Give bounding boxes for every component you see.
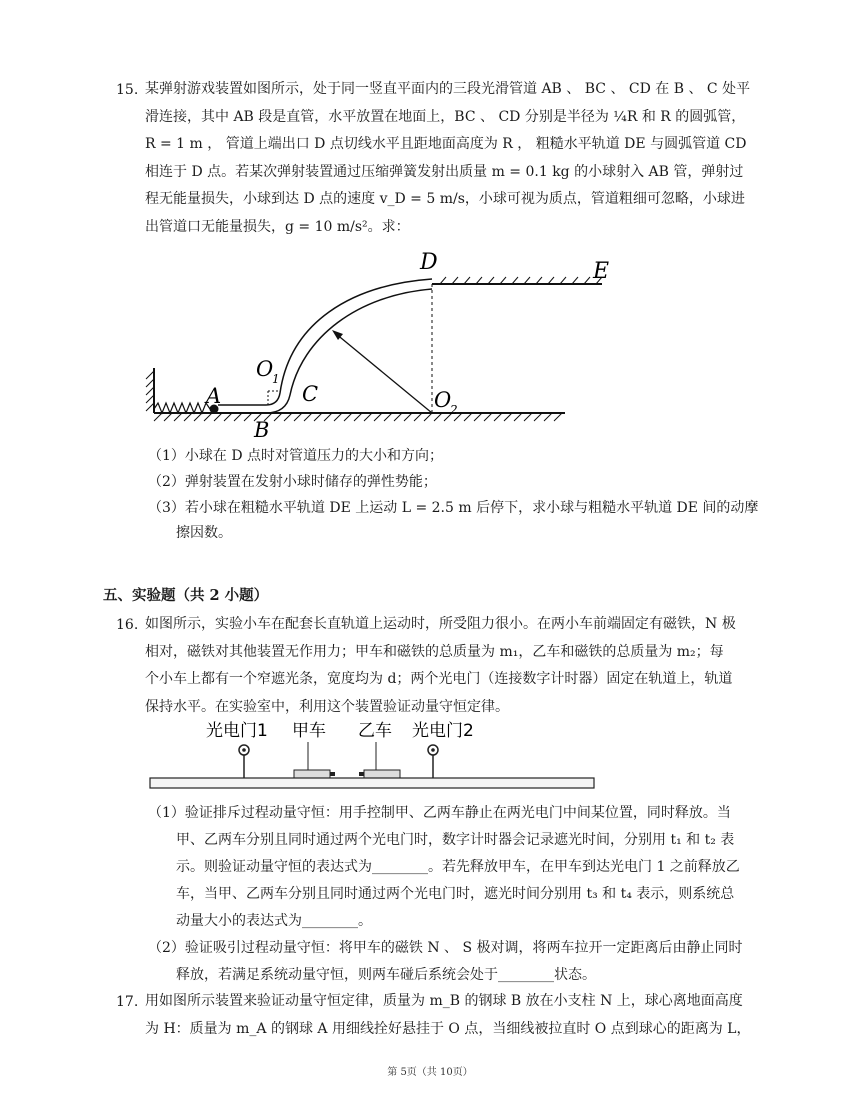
label-b: B	[254, 418, 270, 442]
section-title: 五、实验题（共 2 小题）	[103, 587, 269, 604]
q15-line: 出管道口无能量损失，g = 10 m/s²。求：	[145, 218, 410, 235]
page-footer: 第 5页（共 10页）	[387, 1067, 473, 1078]
label-o1-sub: 1	[272, 372, 280, 386]
track	[150, 778, 594, 788]
q16-sub-2-cont: 释放，若满足系统动量守恒，则两车碰后系统会处于________状态。	[176, 967, 596, 983]
label-car-a: 甲车	[292, 721, 326, 741]
label-d: D	[420, 250, 438, 275]
label-o2-sub: 2	[450, 403, 458, 417]
q17-line: 用如图所示装置来验证动量守恒定律，质量为 m_B 的钢球 B 放在小支柱 N 上，球心离地面高度	[145, 993, 743, 1009]
q15-line: 某弹射游戏装置如图所示，处于同一竖直平面内的三段光滑管道 AB 、 BC 、 CD 在 B 、 C 处平	[145, 81, 751, 97]
q15-line: R = 1 m ， 管道上端出口 D 点切线水平且距地面高度为 R ， 粗糙水平轨道 DE 与圆弧管道 CD	[145, 136, 747, 152]
label-c: C	[302, 382, 319, 406]
car-a	[294, 770, 330, 778]
q15-number: 15.	[116, 82, 139, 98]
spring	[154, 403, 210, 413]
q17-line: 为 H：质量为 m_A 的钢球 A 用细线拴好悬挂于 O 点，当细线被拉直时 O 点到球心的距离为 L，	[145, 1020, 751, 1037]
q16-sub-1-cont: 动量大小的表达式为________。	[176, 913, 372, 929]
label-a: A	[206, 384, 222, 408]
q16-number: 16.	[116, 617, 139, 633]
label-o1: O	[256, 357, 274, 381]
label-gate1: 光电门1	[206, 721, 268, 741]
q16-line: 保持水平。在实验室中，利用这个装置验证动量守恒定律。	[145, 698, 509, 715]
q15-sub-3: （3）若小球在粗糙水平轨道 DE 上运动 L = 2.5 m 后停下，求小球与粗糙水平轨道 DE 间的动摩	[148, 500, 759, 516]
q15-line: 程无能量损失，小球到达 D 点的速度 v_D = 5 m/s，小球可视为质点，管道粗细可忽略，小球进	[145, 191, 745, 207]
q15-line: 相连于 D 点。若某次弹射装置通过压缩弹簧发射出质量 m = 0.1 kg 的小球射入 AB 管，弹射过	[145, 163, 744, 180]
q15-line: 滑连接，其中 AB 段是直管，水平放置在地面上，BC 、 CD 分别是半径为 ¼R 和 R 的圆弧管，	[145, 108, 746, 125]
label-e: E	[593, 259, 610, 284]
label-gate2: 光电门2	[412, 721, 474, 741]
q16-line: 个小车上都有一个窄遮光条，宽度均为 d；两个光电门（连接数字计时器）固定在轨道上，轨道	[145, 671, 733, 687]
q15-figure	[140, 243, 610, 443]
car-b	[364, 770, 400, 778]
q16-figure	[146, 712, 616, 798]
label-o2: O	[434, 388, 452, 412]
q16-sub-1-cont: 甲、乙两车分别且同时通过两个光电门时，数字计时器会记录遮光时间，分别用 t₁ 和 t₂ 表	[176, 832, 735, 848]
q15-text	[145, 76, 770, 241]
label-car-b: 乙车	[358, 721, 392, 741]
q16-sub-1-cont: 车，当甲、乙两车分别且同时通过两个光电门时，遮光时间分别用 t₃ 和 t₄ 表示，则系统总	[176, 886, 735, 902]
q16-text	[145, 611, 770, 721]
q15-sub-1: （1）小球在 D 点时对管道压力的大小和方向；	[148, 448, 444, 464]
q17-text	[145, 988, 770, 1043]
q16-sub-2: （2）验证吸引过程动量守恒：将甲车的磁铁 N 、 S 极对调，将两车拉开一定距离后由静止同时	[148, 940, 743, 956]
q15-sub-3-cont: 擦因数。	[176, 525, 232, 541]
q16-sub-1: （1）验证排斥过程动量守恒：用手控制甲、乙两车静止在两光电门中间某位置，同时释放。当	[148, 805, 731, 821]
q16-line: 相对，磁铁对其他装置无作用力；甲车和磁铁的总质量为 m₁，乙车和磁铁的总质量为 m₂；每	[145, 643, 724, 660]
pipe-inner	[218, 289, 432, 413]
q15-sub-2: （2）弹射装置在发射小球时储存的弹性势能；	[148, 474, 437, 490]
q16-line: 如图所示，实验小车在配套长直轨道上运动时，所受阻力很小。在两小车前端固定有磁铁，N 极	[145, 616, 736, 632]
q17-number: 17.	[116, 994, 139, 1010]
q16-sub-1-cont: 示。则验证动量守恒的表达式为________。若先释放甲车，在甲车到达光电门 1 之前释放乙	[176, 859, 740, 875]
